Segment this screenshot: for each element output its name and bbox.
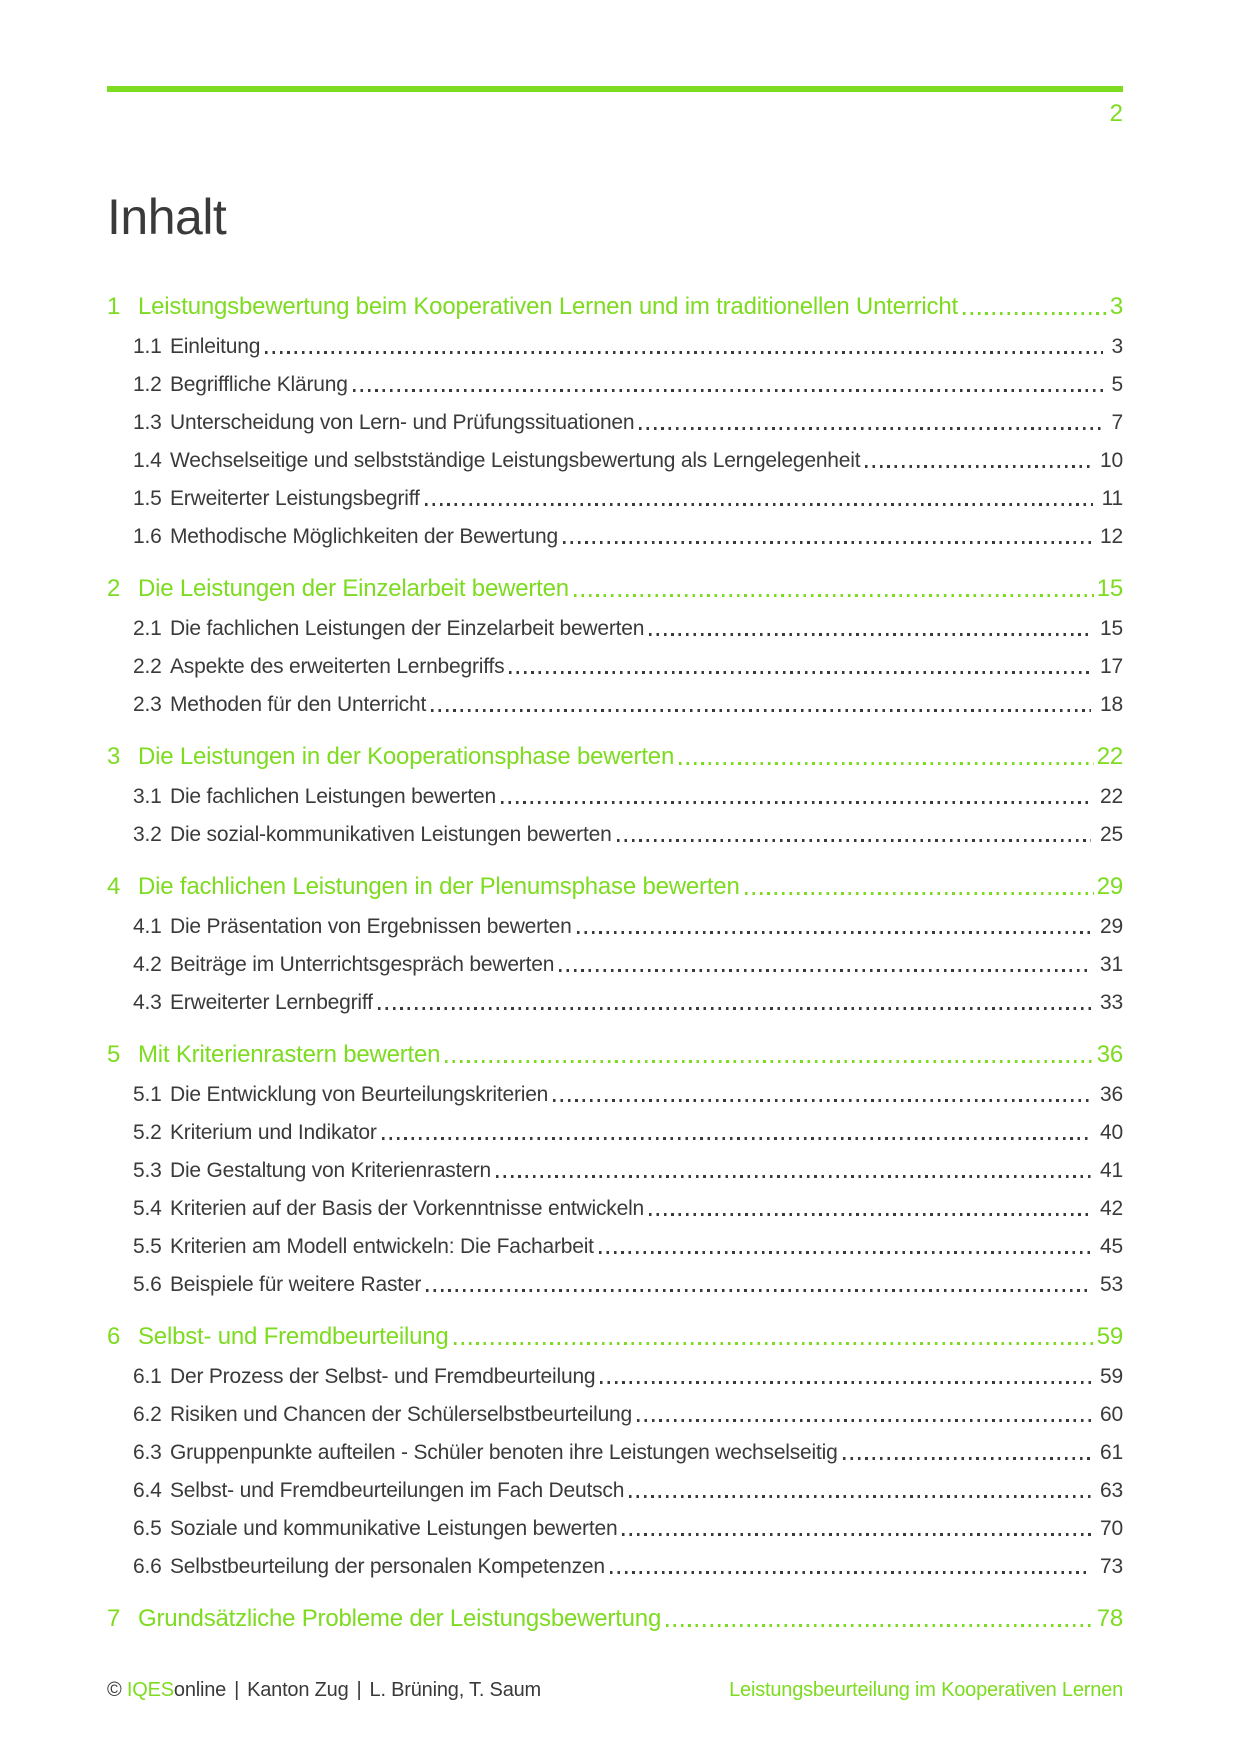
toc-section-page: 45: [1100, 1235, 1123, 1258]
dot-leader: [553, 1099, 1091, 1102]
dot-leader: [574, 594, 1094, 597]
toc-chapter-entry[interactable]: [107, 281, 1123, 321]
toc-section-label: Soziale und kommunikative Leistungen bewerten: [170, 1517, 618, 1540]
footer-separator-2: |: [356, 1679, 362, 1701]
toc-section-number: 6.6: [133, 1555, 162, 1578]
toc-chapter-number: 7: [107, 1605, 121, 1632]
toc-section-entry[interactable]: [107, 397, 1123, 435]
toc-section-number: 2.2: [133, 655, 162, 678]
toc-section-entry[interactable]: [107, 1259, 1123, 1297]
toc-section-number: 4.3: [133, 991, 162, 1014]
dot-leader: [382, 1137, 1091, 1140]
toc-chapter-number: 2: [107, 575, 121, 602]
toc-section-entry[interactable]: [107, 1069, 1123, 1107]
dot-leader: [445, 1060, 1093, 1063]
toc-section-label: Die Entwicklung von Beurteilungskriterien: [170, 1083, 549, 1106]
toc-chapter-label: Die Leistungen in der Kooperationsphase bewerten: [138, 743, 675, 770]
toc-section-page: 63: [1100, 1479, 1123, 1502]
toc-section-page: 12: [1100, 525, 1123, 548]
toc-section-label: Die Präsentation von Ergebnissen bewerten: [170, 915, 572, 938]
toc-section-number: 5.6: [133, 1273, 162, 1296]
footer-org: Kanton Zug: [247, 1679, 349, 1701]
toc-section-number: 3.2: [133, 823, 162, 846]
toc-section-page: 31: [1100, 953, 1123, 976]
toc-section-label: Die fachlichen Leistungen bewerten: [170, 785, 496, 808]
toc-section-entry[interactable]: [107, 321, 1123, 359]
toc-section-entry[interactable]: [107, 1427, 1123, 1465]
toc-section-number: 1.2: [133, 373, 162, 396]
toc-section-label: Die sozial-kommunikativen Leistungen bewerten: [170, 823, 612, 846]
toc-chapter-page: 15: [1096, 575, 1123, 602]
dot-leader: [649, 633, 1091, 636]
toc-section-label: Risiken und Chancen der Schülerselbstbeurteilung: [170, 1403, 633, 1426]
toc-section-entry[interactable]: [107, 809, 1123, 847]
toc-section-number: 1.3: [133, 411, 162, 434]
toc-section-page: 29: [1100, 915, 1123, 938]
toc-section-page: 53: [1100, 1273, 1123, 1296]
dot-leader: [425, 503, 1093, 506]
toc-section-entry[interactable]: [107, 939, 1123, 977]
dot-leader: [378, 1007, 1091, 1010]
toc-section-page: 41: [1100, 1159, 1123, 1182]
toc-section-label: Selbst- und Fremdbeurteilungen im Fach Deutsch: [170, 1479, 625, 1502]
footer-copyright: [107, 1679, 541, 1702]
dot-leader: [577, 931, 1091, 934]
toc-section-page: 36: [1100, 1083, 1123, 1106]
toc-chapter-page: 29: [1096, 873, 1123, 900]
footer-document-title: Leistungsbeurteilung im Kooperativen Lernen: [729, 1679, 1123, 1701]
dot-leader: [563, 541, 1091, 544]
dot-leader: [265, 351, 1102, 354]
dot-leader: [649, 1213, 1091, 1216]
toc-section-label: Erweiterter Leistungsbegriff: [170, 487, 420, 510]
toc-section-number: 4.2: [133, 953, 162, 976]
toc-section-number: 1.4: [133, 449, 162, 472]
toc-section-entry[interactable]: [107, 679, 1123, 717]
toc-section-entry[interactable]: [107, 1221, 1123, 1259]
toc-chapter-number: 5: [107, 1041, 121, 1068]
dot-leader: [454, 1342, 1094, 1345]
toc-section-page: 60: [1100, 1403, 1123, 1426]
toc-section-page: 5: [1111, 373, 1123, 396]
toc-section-label: Einleitung: [170, 335, 261, 358]
dot-leader: [865, 465, 1091, 468]
page-number: 2: [1109, 100, 1123, 127]
dot-leader: [353, 389, 1103, 392]
footer: [107, 1679, 1123, 1702]
toc-section-label: Begriffliche Klärung: [170, 373, 348, 396]
toc-section-label: Beispiele für weitere Raster: [170, 1273, 422, 1296]
toc-section-page: 15: [1100, 617, 1123, 640]
toc-section-entry[interactable]: [107, 977, 1123, 1015]
toc-section-label: Aspekte des erweiterten Lernbegriffs: [170, 655, 505, 678]
toc-section-page: 17: [1100, 655, 1123, 678]
toc-section-number: 6.1: [133, 1365, 162, 1388]
toc-section-number: 1.1: [133, 335, 162, 358]
dot-leader: [622, 1533, 1091, 1536]
dot-leader: [496, 1175, 1091, 1178]
toc-section-number: 2.1: [133, 617, 162, 640]
toc-section-entry[interactable]: [107, 1503, 1123, 1541]
toc-chapter-label: Selbst- und Fremdbeurteilung: [138, 1323, 449, 1350]
toc-section-label: Die fachlichen Leistungen der Einzelarbeit bewerten: [170, 617, 645, 640]
toc-section-entry[interactable]: [107, 359, 1123, 397]
toc-section-number: 5.4: [133, 1197, 162, 1220]
toc-section-page: 61: [1100, 1441, 1123, 1464]
toc-chapter-entry[interactable]: [107, 1029, 1123, 1069]
toc-section-number: 6.5: [133, 1517, 162, 1540]
footer-separator-1: |: [234, 1679, 240, 1701]
toc-chapter-label: Die fachlichen Leistungen in der Plenumsphase bewerten: [138, 873, 740, 900]
toc-chapter-page: 78: [1096, 1605, 1123, 1632]
toc-chapter-entry[interactable]: [107, 731, 1123, 771]
toc-chapter-page: 22: [1096, 743, 1123, 770]
toc-section-label: Methoden für den Unterricht: [170, 693, 427, 716]
toc-section-label: Unterscheidung von Lern- und Prüfungssituationen: [170, 411, 635, 434]
toc-section-entry[interactable]: [107, 1465, 1123, 1503]
toc-section-entry[interactable]: [107, 473, 1123, 511]
toc-section-page: 70: [1100, 1517, 1123, 1540]
toc: [107, 281, 1123, 1633]
toc-section-entry[interactable]: [107, 1351, 1123, 1389]
dot-leader: [629, 1495, 1091, 1498]
toc-section-page: 59: [1100, 1365, 1123, 1388]
toc-chapter-label: Mit Kriterienrastern bewerten: [138, 1041, 441, 1068]
toc-section-entry[interactable]: [107, 771, 1123, 809]
dot-leader: [509, 671, 1091, 674]
dot-leader: [963, 312, 1107, 315]
toc-section-label: Kriterien auf der Basis der Vorkenntnisse entwickeln: [170, 1197, 645, 1220]
dot-leader: [559, 969, 1091, 972]
dot-leader: [679, 762, 1094, 765]
toc-section-page: 7: [1111, 411, 1123, 434]
toc-section-number: 5.2: [133, 1121, 162, 1144]
toc-section-page: 42: [1100, 1197, 1123, 1220]
dot-leader: [426, 1289, 1091, 1292]
toc-section-label: Selbstbeurteilung der personalen Kompetenzen: [170, 1555, 605, 1578]
toc-section-number: 6.4: [133, 1479, 162, 1502]
toc-chapter-entry[interactable]: [107, 563, 1123, 603]
toc-section-label: Gruppenpunkte aufteilen - Schüler benoten ihre Leistungen wechselseitig: [170, 1441, 838, 1464]
dot-leader: [600, 1381, 1091, 1384]
toc-section-number: 5.3: [133, 1159, 162, 1182]
toc-section-number: 6.2: [133, 1403, 162, 1426]
toc-section-label: Der Prozess der Selbst- und Fremdbeurteilung: [170, 1365, 596, 1388]
toc-section-number: 2.3: [133, 693, 162, 716]
toc-section-entry[interactable]: [107, 901, 1123, 939]
toc-section-number: 5.1: [133, 1083, 162, 1106]
dot-leader: [501, 801, 1091, 804]
toc-section-label: Erweiterter Lernbegriff: [170, 991, 373, 1014]
toc-section-entry[interactable]: [107, 435, 1123, 473]
footer-brand-online: online: [173, 1679, 227, 1701]
toc-section-number: 3.1: [133, 785, 162, 808]
toc-section-label: Beiträge im Unterrichtsgespräch bewerten: [170, 953, 555, 976]
toc-section-label: Kriterium und Indikator: [170, 1121, 377, 1144]
footer-brand-iqes: IQES: [126, 1679, 174, 1701]
toc-section-label: Wechselseitige und selbstständige Leistungsbewertung als Lerngelegenheit: [170, 449, 861, 472]
toc-chapter-label: Grundsätzliche Probleme der Leistungsbewertung: [138, 1605, 662, 1632]
toc-section-page: 40: [1100, 1121, 1123, 1144]
dot-leader: [599, 1251, 1091, 1254]
toc-chapter-page: 59: [1096, 1323, 1123, 1350]
toc-chapter-entry[interactable]: [107, 1593, 1123, 1633]
toc-chapter-number: 4: [107, 873, 121, 900]
toc-chapter-number: 3: [107, 743, 121, 770]
toc-section-page: 22: [1100, 785, 1123, 808]
toc-chapter-number: 6: [107, 1323, 121, 1350]
toc-section-page: 18: [1100, 693, 1123, 716]
toc-section-entry[interactable]: [107, 1145, 1123, 1183]
toc-section-entry[interactable]: [107, 511, 1123, 549]
dot-leader: [617, 839, 1091, 842]
dot-leader: [666, 1624, 1094, 1627]
toc-section-page: 73: [1100, 1555, 1123, 1578]
toc-section-number: 1.6: [133, 525, 162, 548]
toc-section-entry[interactable]: [107, 1183, 1123, 1221]
toc-section-number: 5.5: [133, 1235, 162, 1258]
toc-chapter-page: 36: [1096, 1041, 1123, 1068]
header-rule: [107, 86, 1123, 92]
toc-chapter-number: 1: [107, 293, 121, 320]
toc-section-entry[interactable]: [107, 641, 1123, 679]
toc-section-page: 11: [1101, 487, 1123, 510]
footer-authors: L. Brüning, T. Saum: [369, 1679, 541, 1701]
toc-section-number: 1.5: [133, 487, 162, 510]
dot-leader: [745, 892, 1094, 895]
dot-leader: [843, 1457, 1091, 1460]
toc-chapter-label: Die Leistungen der Einzelarbeit bewerten: [138, 575, 569, 602]
toc-chapter-entry[interactable]: [107, 861, 1123, 901]
toc-chapter-label: Leistungsbewertung beim Kooperativen Lernen und im traditionellen Unterricht: [138, 293, 958, 320]
toc-section-entry[interactable]: [107, 1541, 1123, 1579]
toc-section-entry[interactable]: [107, 1389, 1123, 1427]
dot-leader: [639, 427, 1102, 430]
toc-section-number: 6.3: [133, 1441, 162, 1464]
toc-section-label: Methodische Möglichkeiten der Bewertung: [170, 525, 558, 548]
toc-section-page: 10: [1100, 449, 1123, 472]
toc-section-page: 25: [1100, 823, 1123, 846]
toc-section-entry[interactable]: [107, 603, 1123, 641]
dot-leader: [637, 1419, 1091, 1422]
toc-section-label: Die Gestaltung von Kriterienrastern: [170, 1159, 491, 1182]
dot-leader: [610, 1571, 1091, 1574]
dot-leader: [431, 709, 1091, 712]
toc-section-page: 33: [1100, 991, 1123, 1014]
page-title: Inhalt: [107, 189, 227, 245]
toc-section-number: 4.1: [133, 915, 162, 938]
toc-section-entry[interactable]: [107, 1107, 1123, 1145]
toc-chapter-page: 3: [1109, 293, 1123, 320]
copyright-symbol: ©: [107, 1679, 122, 1701]
toc-section-page: 3: [1111, 335, 1123, 358]
toc-section-label: Kriterien am Modell entwickeln: Die Facharbeit: [170, 1235, 594, 1258]
toc-chapter-entry[interactable]: [107, 1311, 1123, 1351]
